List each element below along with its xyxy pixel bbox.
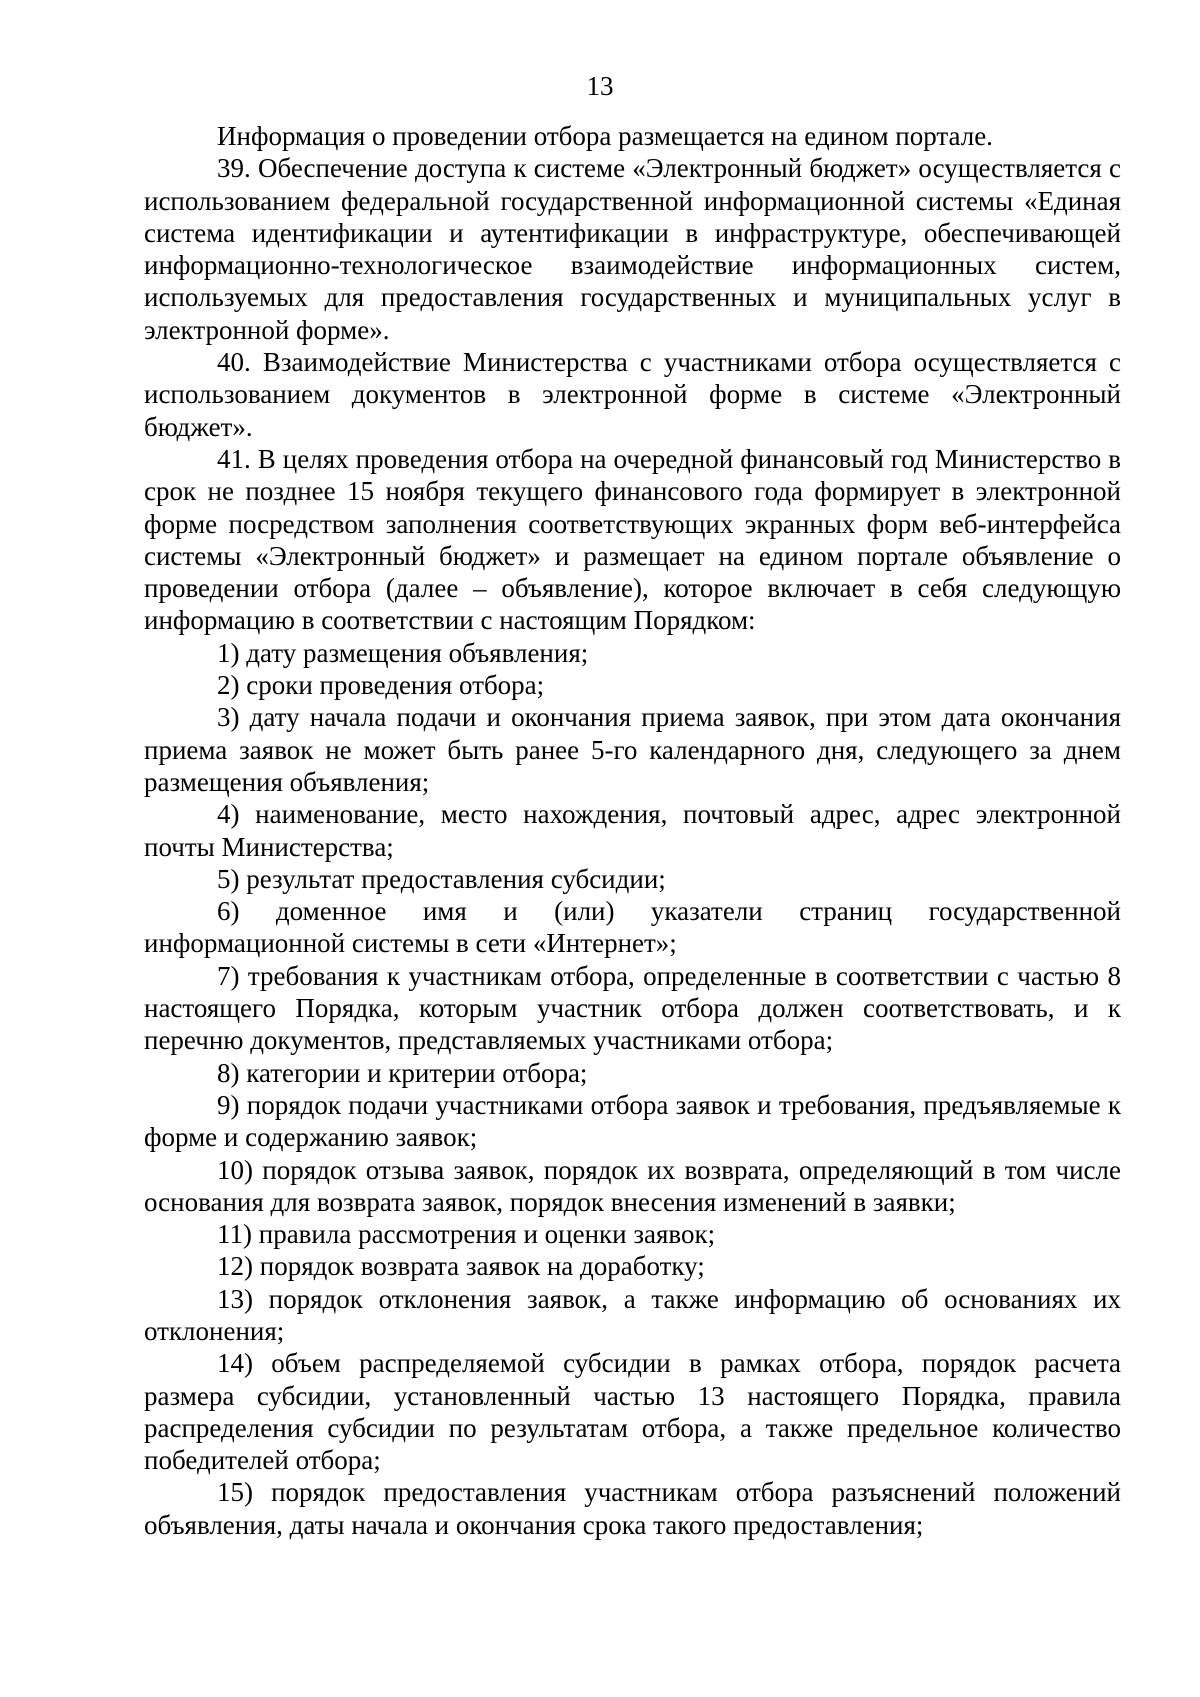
list-item-8: 8) категории и критерии отбора; <box>217 1057 588 1088</box>
list-item-2: 2) сроки проведения отбора; <box>217 670 545 701</box>
list-item-5: 5) результат предоставления субсидии; <box>217 863 666 894</box>
list-item-9: 9) порядок подачи участниками отбора заявок и требования, предъявляемые к форме и содержанию заявок; <box>144 1089 1121 1153</box>
paragraph-portal-info: Информация о проведении отбора размещается на едином портале. <box>217 121 993 151</box>
document-body <box>144 120 1121 1541</box>
paragraph-39: 39. Обеспечение доступа к системе «Электронный бюджет» осуществляется с использованием федеральной государственной информационной системы «Единая система идентификации и аутентификации в инфраструктуре, обеспечивающей информационно-технологическое взаимодействие информационных систем, используемых для предоставления государственных и муниципальных услуг в электронной форме». <box>144 153 1121 345</box>
list-item-4: 4) наименование, место нахождения, почтовый адрес, адрес электронной почты Министерства; <box>144 799 1121 862</box>
list-item-10: 10) порядок отзыва заявок, порядок их возврата, определяющий в том числе основания для возврата заявок, порядок внесения изменений в заявки; <box>144 1154 1121 1217</box>
paragraph-41: 41. В целях проведения отбора на очередной финансовый год Министерство в срок не позднее 15 ноября текущего финансового года формирует в электронной форме посредством заполнения соответствующих экранных форм веб-интерфейса системы «Электронный бюджет» и размещает на едином портале объявление о проведении отбора (далее – объявление), которое включает в себя следующую информацию в соответствии с настоящим Порядком: <box>144 443 1121 636</box>
page-number: 13 <box>586 71 614 101</box>
list-item-14: 14) объем распределяемой субсидии в рамках отбора, порядок расчета размера субсидии, установленный частью 13 настоящего Порядка, правила распределения субсидии по результатам отбора, а также предельное количество победителей отбора; <box>144 1348 1121 1476</box>
list-item-3: 3) дату начала подачи и окончания приема заявок, при этом дата окончания приема заявок не может быть ранее 5-го календарного дня, следующего за днем размещения объявления; <box>144 702 1121 797</box>
list-item-6: 6) доменное имя и (или) указатели страниц государственной информационной системы в сети «Интернет»; <box>144 896 1121 959</box>
list-item-12: 12) порядок возврата заявок на доработку; <box>217 1251 705 1282</box>
list-item-1: 1) дату размещения объявления; <box>217 637 589 668</box>
list-item-13: 13) порядок отклонения заявок, а также информацию об основаниях их отклонения; <box>144 1283 1121 1346</box>
list-item-15: 15) порядок предоставления участникам отбора разъяснений положений объявления, даты начала и окончания срока такого предоставления; <box>144 1477 1121 1540</box>
list-item-7: 7) требования к участникам отбора, определенные в соответствии с частью 8 настоящего Порядка, которым участник отбора должен соответствовать, и к перечню документов, представляемых участниками отбора; <box>144 960 1121 1056</box>
list-item-11: 11) правила рассмотрения и оценки заявок; <box>217 1219 716 1250</box>
paragraph-40: 40. Взаимодействие Министерства с участниками отбора осуществляется с использованием документов в электронной форме в системе «Электронный бюджет». <box>144 347 1121 442</box>
